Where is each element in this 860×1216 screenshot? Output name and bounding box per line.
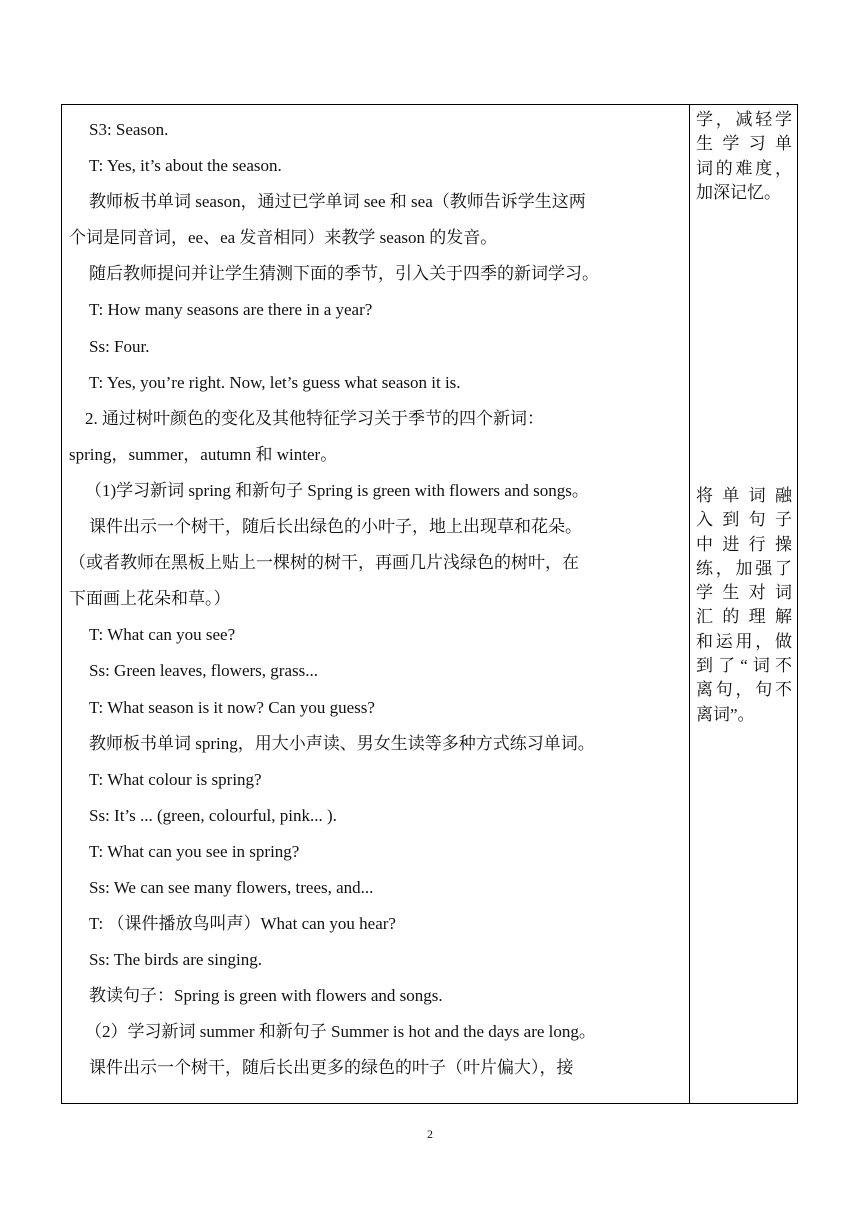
note-line: 到了“词不 xyxy=(696,656,792,676)
note-line: 生 学 习 单 xyxy=(696,134,792,154)
page-number: 2 xyxy=(427,1127,433,1141)
note-line: 汇 的 理 解 xyxy=(696,607,792,627)
column-divider xyxy=(689,105,690,1103)
design-note-2 xyxy=(696,484,792,727)
text-line: （或者教师在黑板上贴上一棵树的树干，再画几片浅绿色的树叶，在 xyxy=(69,553,579,573)
note-line: 中 进 行 操 xyxy=(696,534,792,554)
note-line: 词的难度， xyxy=(696,158,792,178)
text-line: Ss: The birds are singing. xyxy=(89,950,262,970)
text-line: S3: Season. xyxy=(89,120,169,139)
text-line: T: Yes, you’re right. Now, let’s guess what season it is. xyxy=(89,372,461,392)
text-line: T: What season is it now? Can you guess? xyxy=(89,697,375,717)
procedure-column xyxy=(69,112,684,1087)
text-line: 下面画上花朵和草。） xyxy=(69,589,231,609)
note-line: 入 到 句 子 xyxy=(696,510,792,530)
note-line: 加深记忆。 xyxy=(696,182,781,202)
note-line: 学，减轻学 xyxy=(696,110,792,129)
text-line: T: What colour is spring? xyxy=(89,769,262,789)
text-line: 教师板书单词 season，通过已学单词 see 和 sea（教师告诉学生这两 xyxy=(89,192,586,212)
text-line: T: What can you see in spring? xyxy=(89,841,300,861)
text-line: T: Yes, it’s about the season. xyxy=(89,156,282,176)
text-line: 随后教师提问并让学生猜测下面的季节，引入关于四季的新词学习。 xyxy=(89,264,599,284)
text-line: T: How many seasons are there in a year? xyxy=(89,300,373,320)
text-line: T: What can you see? xyxy=(89,625,236,645)
text-line: 教师板书单词 spring，用大小声读、男女生读等多种方式练习单词。 xyxy=(89,733,595,753)
text-line: 课件出示一个树干，随后长出绿色的小叶子，地上出现草和花朵。 xyxy=(89,517,582,537)
text-line: Ss: It’s ... (green, colourful, pink... ). xyxy=(89,805,337,825)
note-line: 离词”。 xyxy=(696,704,755,724)
note-line: 离句，句不 xyxy=(696,680,792,700)
text-line: T: （课件播放鸟叫声）What can you hear? xyxy=(89,914,396,934)
text-line: （2）学习新词 summer 和新句子 Summer is hot and the days are long。 xyxy=(85,1022,596,1042)
text-line: 课件出示一个树干，随后长出更多的绿色的叶子（叶片偏大），接 xyxy=(89,1058,574,1078)
text-line: （1)学习新词 spring 和新句子 Spring is green with flowers and songs。 xyxy=(85,480,589,500)
text-line: Ss: Four. xyxy=(89,336,150,356)
design-note-1 xyxy=(696,108,792,205)
text-line: 教读句子：Spring is green with flowers and songs. xyxy=(89,986,443,1006)
note-line: 练，加强了 xyxy=(696,558,792,578)
note-line: 学 生 对 词 xyxy=(696,583,792,603)
text-line: 2. 通过树叶颜色的变化及其他特征学习关于季节的四个新词： xyxy=(85,408,544,428)
lesson-table xyxy=(61,104,798,1104)
note-line: 和运用，做 xyxy=(696,631,792,651)
text-line: Ss: Green leaves, flowers, grass... xyxy=(89,661,318,681)
note-line: 将 单 词 融 xyxy=(696,486,792,505)
text-line: spring，summer，autumn 和 winter。 xyxy=(69,444,338,464)
text-line: 个词是同音词，ee、ea 发音相同）来教学 season 的发音。 xyxy=(69,228,498,248)
text-line: Ss: We can see many flowers, trees, and... xyxy=(89,877,374,897)
